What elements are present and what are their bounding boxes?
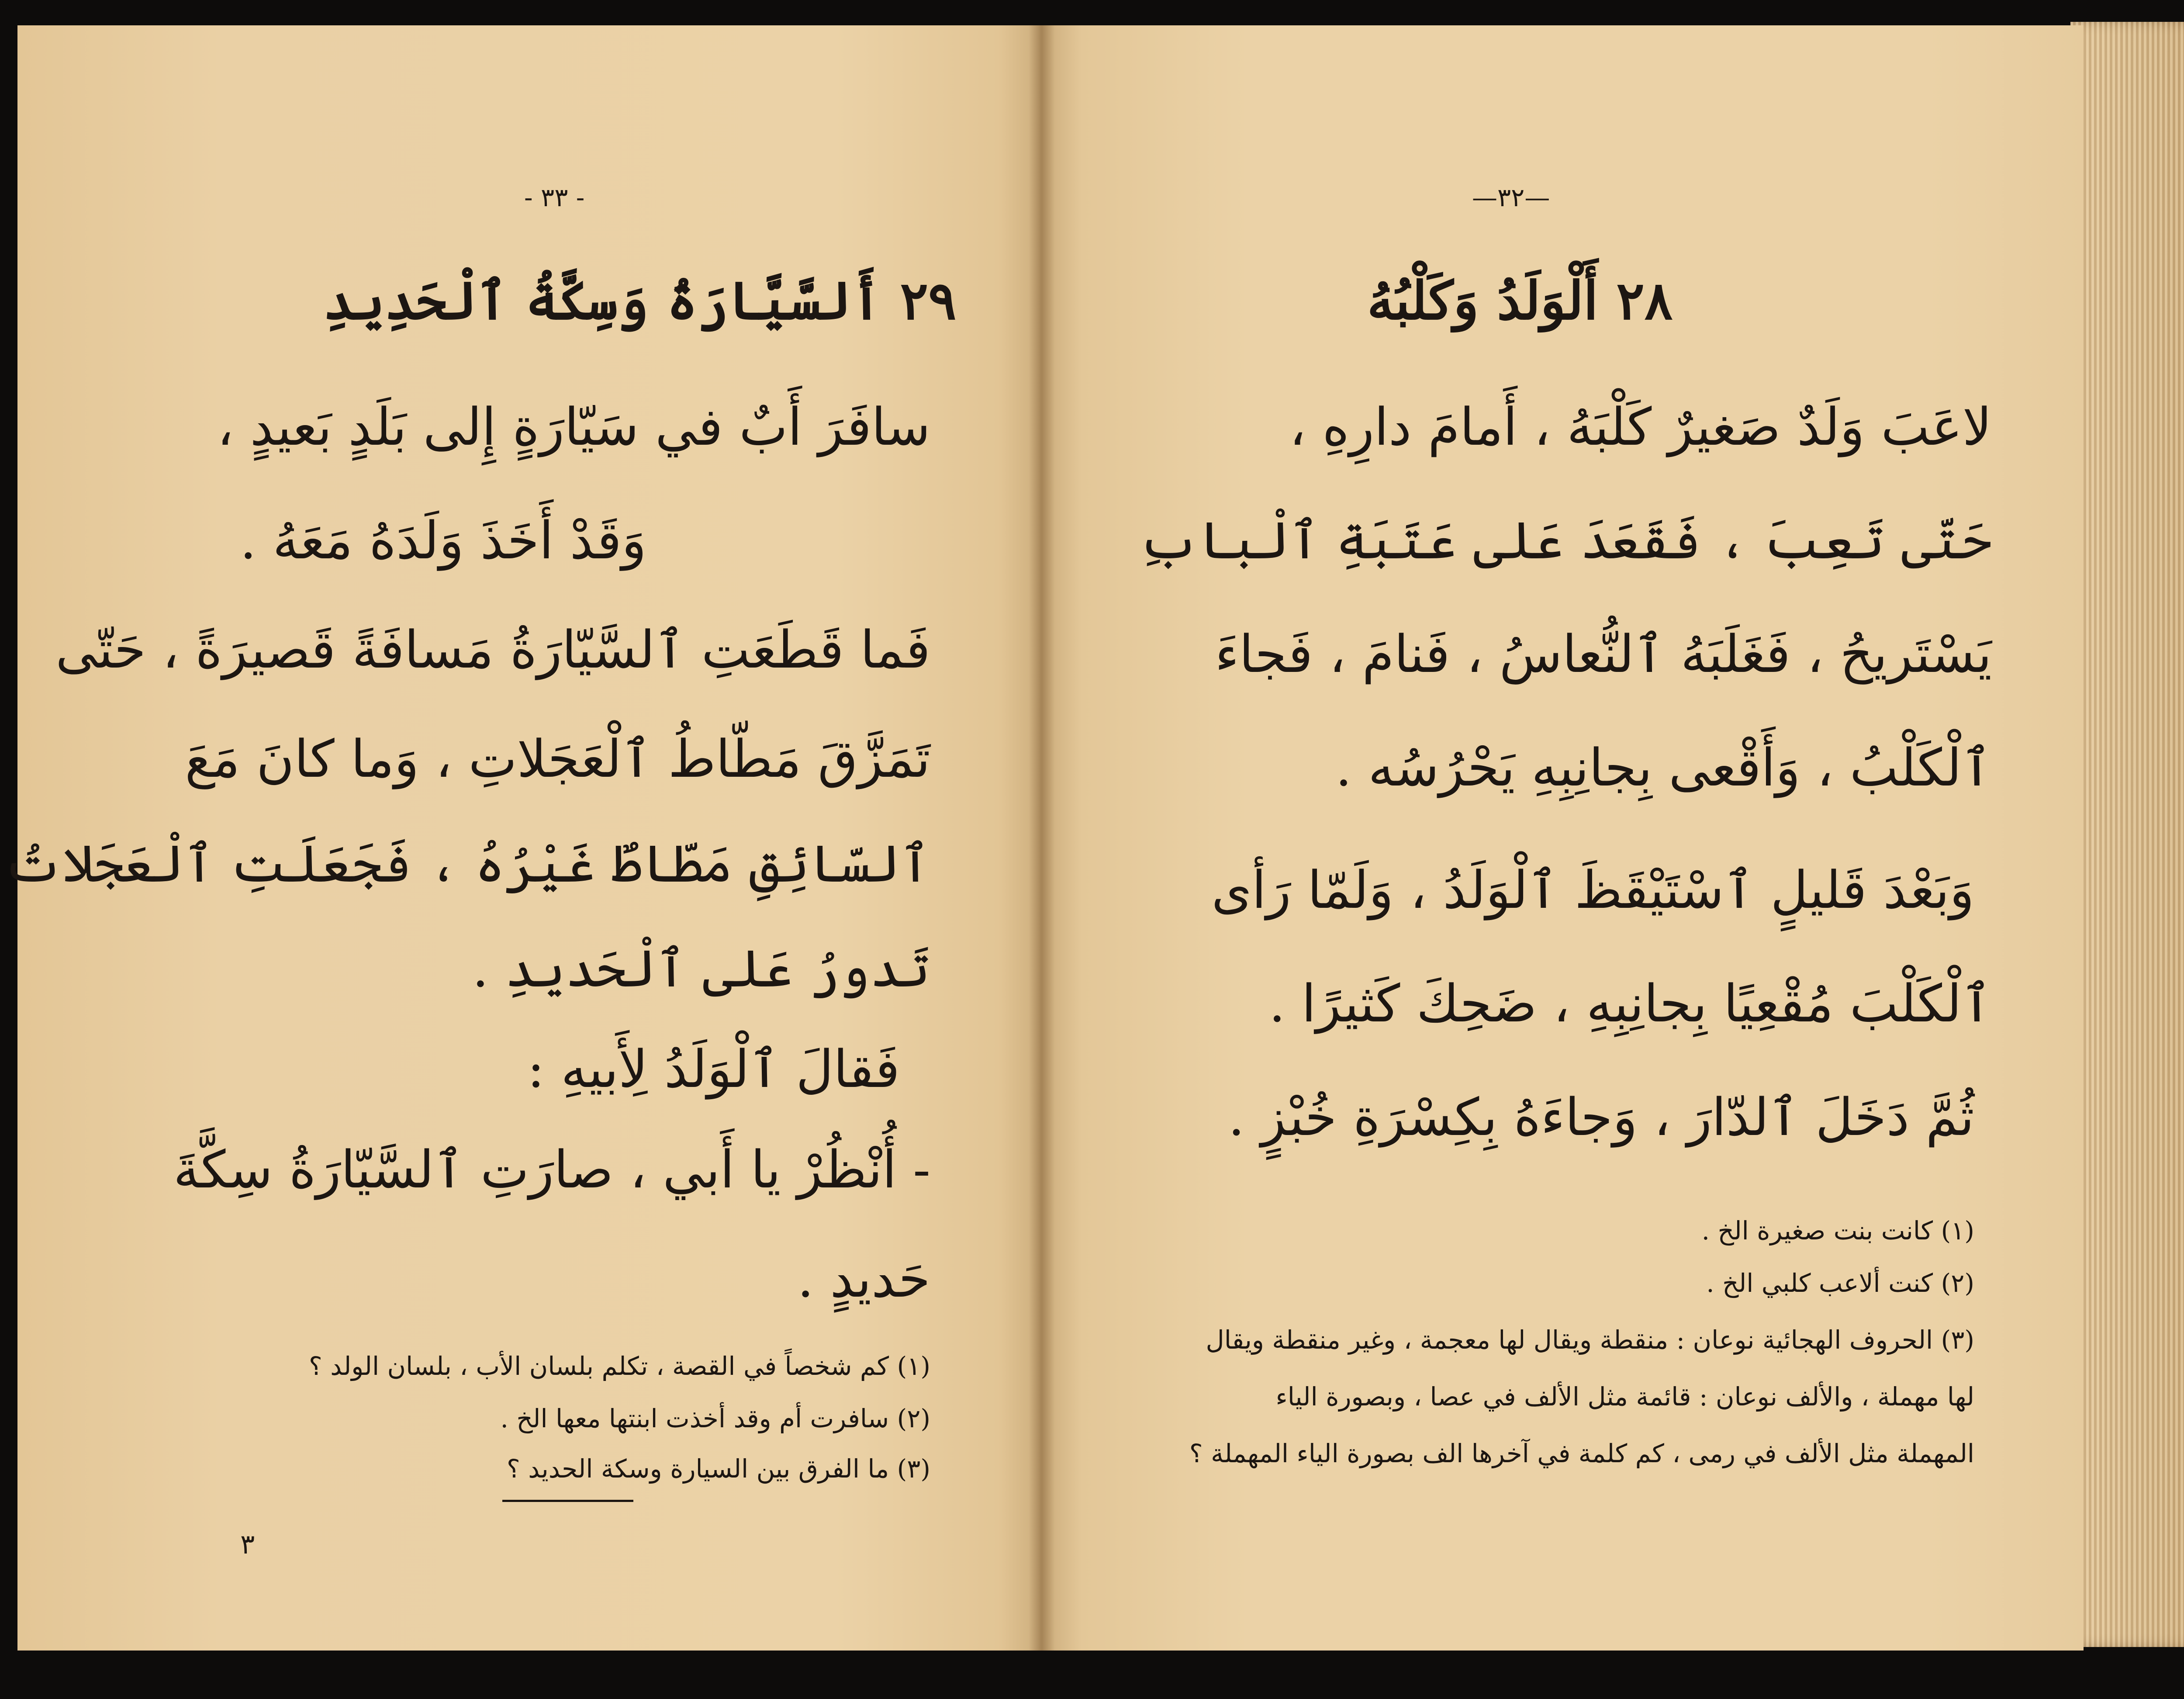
text-line: يَسْتَريحُ ، فَغَلَبَهُ ٱلنُّعاسُ ، فَنامَ ، فَجاءَ [1215,624,1992,684]
text-line: حَديدٍ . [797,1249,930,1309]
text-line: وَبَعْدَ قَليلٍ ٱسْتَيْقَظَ ٱلْوَلَدُ ، وَلَمّا رَأى [1211,860,1974,920]
page-32 [1040,25,2084,1651]
text-line: فَما قَطَعَتِ ٱلسَّيّارَةُ مَسافَةً قَصيرَةً ، حَتّى [55,619,930,680]
book-gutter [1029,25,1055,1651]
text-line: تَمَزَّقَ مَطّاطُ ٱلْعَجَلاتِ ، وَما كانَ مَعَ [185,729,930,789]
text-line: ثُمَّ دَخَلَ ٱلدّارَ ، وَجاءَهُ بِكِسْرَةِ خُبْزٍ . [1228,1087,1974,1147]
text-line: فَقالَ ٱلْوَلَدُ لِأَبيهِ : [527,1039,900,1099]
page-33 [3,25,1040,1651]
footnote: لها مهملة ، والألف نوعان : قائمة مثل الألف في عصا ، وبصورة الياء [1275,1382,1974,1412]
lesson-title: ٢٩ أَلسَّيَّارَةُ وَسِكَّةُ ٱلْحَدِيدِ [323,270,957,332]
footnote: (٢) سافرت أم وقد أخذت ابنتها معها الخ . [500,1404,930,1433]
footnote: (٣) الحروف الهجائية نوعان : منقطة ويقال لها معجمة ، وغير منقطة ويقال [1206,1325,1974,1355]
footnotes [1040,25,2084,1651]
text-line: ٱلسّائِقِ مَطّاطٌ غَيْرُهُ ، فَجَعَلَتِ ٱلْعَجَلاتُ [3,834,930,894]
page-block-edges [2070,22,2184,1647]
page-number: —٣٢— [1472,183,1550,212]
lesson-title: ٢٨ أَلْوَلَدُ وَكَلْبُهُ [1367,270,1673,332]
text-line: ٱلْكَلْبَ مُقْعِيًا بِجانِبِهِ ، ضَحِكَ كَثيرًا . [1269,973,1992,1034]
footnote: (١) كم شخصاً في القصة ، تكلم بلسان الأب ، بلسان الولد ؟ [308,1351,930,1381]
text-line: تَدورُ عَلى ٱلْحَديدِ . [472,938,930,999]
footnote: (١) كانت بنت صغيرة الخ . [1701,1216,1974,1246]
footnote: المهملة مثل الألف في رمى ، كم كلمة في آخرها الف بصورة الياء المهملة ؟ [1189,1439,1974,1468]
footnote-rule [502,1500,633,1502]
signature-mark: ٣ [240,1528,255,1560]
footnote: (٢) كنت ألاعب كلبي الخ . [1706,1268,1974,1298]
footnote: (٣) ما الفرق بين السيارة وسكة الحديد ؟ [506,1454,930,1484]
footnotes [17,25,1040,1651]
text-line: وَقَدْ أَخَذَ وَلَدَهُ مَعَهُ . [240,510,646,571]
text-line: - أُنْظُرْ يا أَبي ، صارَتِ ٱلسَّيّارَةُ سِكَّةَ [173,1139,930,1200]
text-line: سافَرَ أَبٌ في سَيّارَةٍ إِلى بَلَدٍ بَعيدٍ ، [217,397,930,457]
text-line: ٱلْكَلْبُ ، وَأَقْعى بِجانِبِهِ يَحْرُسُه . [1335,737,1992,798]
page-number: - ٣٣ - [524,183,585,212]
text-line: حَتّى تَعِبَ ، فَقَعَدَ عَلى عَتَبَةِ ٱلْبابِ [1138,510,1992,571]
text-line: لاعَبَ وَلَدٌ صَغيرٌ كَلْبَهُ ، أَمامَ دارِهِ ، [1289,397,1992,457]
